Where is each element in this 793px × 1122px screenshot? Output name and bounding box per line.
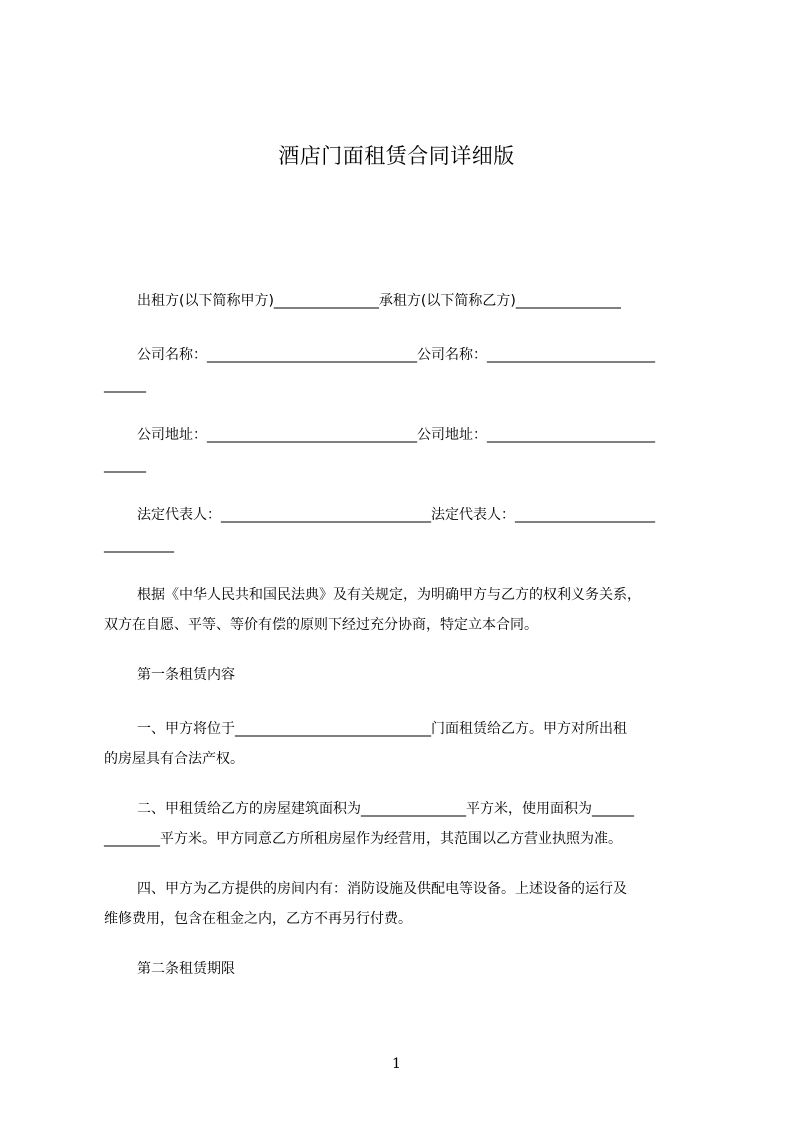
article-2-heading (104, 954, 704, 984)
intro-paragraph (104, 580, 704, 640)
legal-representative-line: 法定代表人：______________________________法定代表人：____________________ (137, 507, 655, 523)
company-name-paragraph (104, 340, 704, 400)
parties-paragraph (104, 286, 704, 316)
company-name-line: 公司名称：______________________________公司名称：________________________ (137, 347, 655, 363)
article-1-item-2 (104, 794, 704, 854)
intro-line-1: 根据《中华人民共和国民法典》及有关规定，为明确甲方与乙方的权利义务关系， (137, 587, 641, 603)
article-1-heading (104, 660, 704, 690)
page-number: 1 (392, 1056, 401, 1072)
company-address-line: 公司地址：______________________________公司地址：________________________ (137, 427, 655, 443)
company-name-line-continuation: ______ (104, 377, 146, 393)
legal-representative-paragraph (104, 500, 704, 560)
company-address-line-continuation: ______ (104, 457, 146, 473)
item-4-line-1: 四、甲方为乙方提供的房间内有：消防设施及供配电等设备。上述设备的运行及 (137, 881, 627, 897)
item-1-line-1: 一、甲方将位于____________________________门面租赁给乙方。甲方对所出租 (137, 721, 627, 737)
item-1-line-2: 的房屋具有合法产权。 (104, 751, 244, 767)
item-2-line-2: ________平方米。甲方同意乙方所租房屋作为经营用，其范围以乙方营业执照为准。 (104, 831, 622, 847)
intro-line-2: 双方在自愿、平等、等价有偿的原则下经过充分协商，特定立本合同。 (104, 617, 538, 633)
item-2-line-1: 二、甲租赁给乙方的房屋建筑面积为_______________平方米，使用面积为______ (137, 801, 634, 817)
lessor-lessee-line: 出租方(以下简称甲方)_______________承租方(以下简称乙方)_______________ (137, 293, 621, 309)
legal-representative-line-continuation: __________ (104, 537, 174, 553)
article-2-heading-text: 第二条租赁期限 (137, 961, 235, 977)
article-1-heading-text: 第一条租赁内容 (137, 667, 235, 683)
article-1-item-1 (104, 714, 704, 774)
document-title: 酒店门面租赁合同详细版 (278, 144, 515, 168)
item-4-line-2: 维修费用，包含在租金之内，乙方不再另行付费。 (104, 911, 412, 927)
company-address-paragraph (104, 420, 704, 480)
article-1-item-4 (104, 874, 704, 934)
